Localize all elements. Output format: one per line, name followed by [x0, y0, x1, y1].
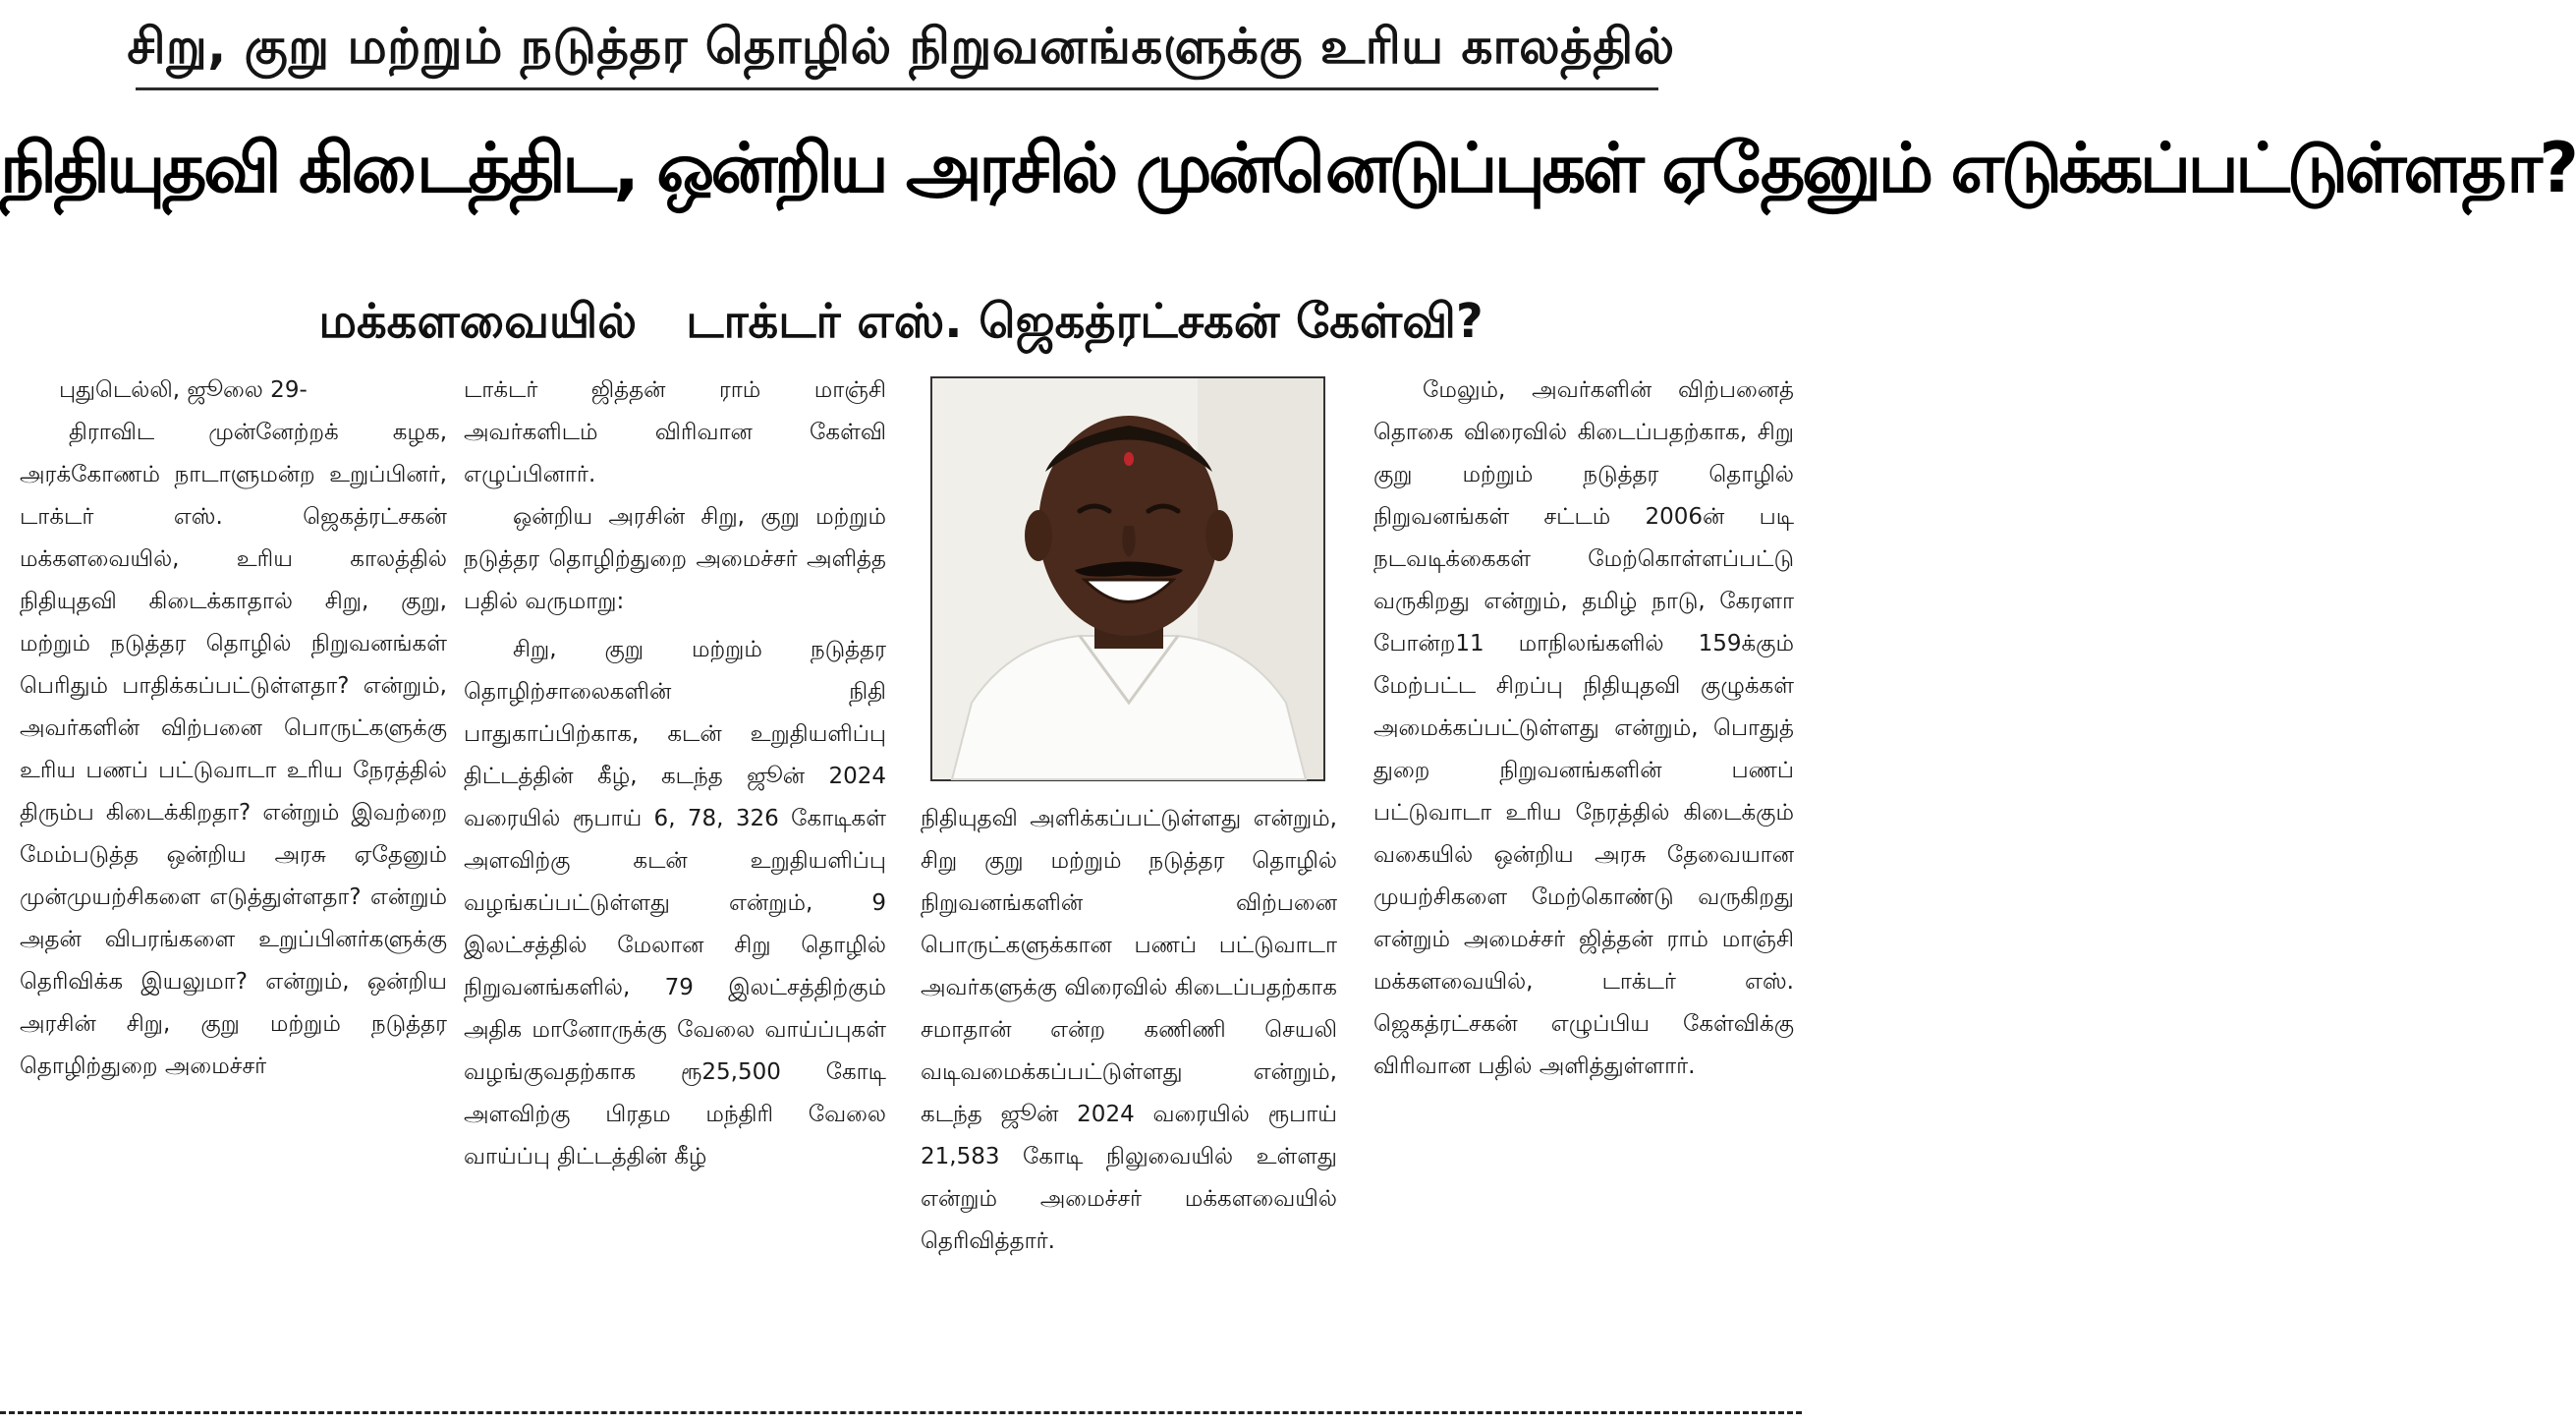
- kicker-rule: [136, 87, 1658, 90]
- portrait-illustration: [932, 378, 1323, 779]
- article-column-3: [921, 798, 1337, 1263]
- dateline: புதுடெல்லி, ஜூலை 29-: [59, 377, 308, 403]
- paragraph: டாக்டர் ஜித்தன் ராம் மாஞ்சி அவர்களிடம் விரிவான கேள்வி எழுப்பினார்.: [464, 377, 886, 487]
- paragraph: திராவிட முன்னேற்றக் கழக, அரக்கோணம் நாடாளுமன்ற உறுப்பினர், டாக்டர் எஸ். ஜெகத்ரட்சகன் மக்களவையில், உரிய காலத்தில் நிதியுதவி கிடைக்காதால் சிறு, குறு, மற்றும் நடுத்தர தொழில் நிறுவனங்கள் பெரிதும் பாதிக்கப்பட்டுள்ளதா? என்றும், அவர்களின் விற்பனை பொருட்களுக்கு உரிய பணப் பட்டுவாடா உரிய நேரத்தில் திரும்ப கிடைக்கிறதா? என்றும் இவற்றை மேம்படுத்த ஒன்றிய அரசு ஏதேனும் முன்முயற்சிகளை எடுத்துள்ளதா? என்றும் அதன் விபரங்களை உறுப்பினர்களுக்கு தெரிவிக்க இயலுமா? என்றும், ஒன்றிய அரசின் சிறு, குறு மற்றும் நடுத்தர தொழிற்துறை அமைச்சர்: [20, 420, 447, 1079]
- article-column-1: [20, 370, 447, 1088]
- portrait-photo: [930, 376, 1325, 781]
- kicker-headline: சிறு, குறு மற்றும் நடுத்தர தொழில் நிறுவனங்களுக்கு உரிய காலத்தில்: [127, 18, 1675, 75]
- main-headline: நிதியுதவி கிடைத்திட, ஒன்றிய அரசில் முன்னெடுப்புகள் ஏதேனும் எடுக்கப்பட்டுள்ளதா?: [0, 128, 2576, 208]
- bottom-dashed-rule: [0, 1411, 1802, 1414]
- paragraph: நிதியுதவி அளிக்கப்பட்டுள்ளது என்றும், சிறு குறு மற்றும் நடுத்தர தொழில் நிறுவனங்களின் விற்பனை பொருட்களுக்கான பணப் பட்டுவாடா அவர்களுக்கு விரைவில் கிடைப்பதற்காக சமாதான் என்ற கணிணி செயலி வடிவமைக்கப்பட்டுள்ளது என்றும், கடந்த ஜூன் 2024 வரையில் ரூபாய் 21,583 கோடி நிலுவையில் உள்ளது என்றும் அமைச்சர் மக்களவையில் தெரிவித்தார்.: [921, 806, 1337, 1254]
- article-column-2: [464, 370, 886, 1178]
- paragraph: சிறு, குறு மற்றும் நடுத்தர தொழிற்சாலைகளின் நிதி பாதுகாப்பிற்காக, கடன் உறுதியளிப்பு திட்டத்தின் கீழ், கடந்த ஜூன் 2024 வரையில் ரூபாய் 6, 78, 326 கோடிகள் அளவிற்கு கடன் உறுதியளிப்பு வழங்கப்பட்டுள்ளது என்றும், 9 இலட்சத்தில் மேலான சிறு தொழில் நிறுவனங்களில், 79 இலட்சத்திற்கும் அதிக மானோருக்கு வேலை வாய்ப்புகள் வழங்குவதற்காக ரூ25,500 கோடி அளவிற்கு பிரதம மந்திரி வேலை வாய்ப்பு திட்டத்தின் கீழ்: [464, 637, 886, 1169]
- subheadline: மக்களவையில் டாக்டர் எஸ். ஜெகத்ரட்சகன் கேள்வி?: [318, 294, 1484, 349]
- paragraph: மேலும், அவர்களின் விற்பனைத் தொகை விரைவில் கிடைப்பதற்காக, சிறு குறு மற்றும் நடுத்தர தொழில் நிறுவனங்கள் சட்டம் 2006ன் படி நடவடிக்கைகள் மேற்கொள்ளப்பட்டு வருகிறது என்றும், தமிழ் நாடு, கேரளா போன்ற11 மாநிலங்களில் 159க்கும் மேற்பட்ட சிறப்பு நிதியுதவி குழுக்கள் அமைக்கப்பட்டுள்ளது என்றும், பொதுத் துறை நிறுவனங்களின் பணப் பட்டுவாடா உரிய நேரத்தில் கிடைக்கும் வகையில் ஒன்றிய அரசு தேவையான முயற்சிகளை மேற்கொண்டு வருகிறது என்றும் அமைச்சர் ஜித்தன் ராம் மாஞ்சி மக்களவையில், டாக்டர் எஸ். ஜெகத்ரட்சகன் எழுப்பிய கேள்விக்கு விரிவான பதில் அளித்துள்ளார்.: [1373, 377, 1794, 1079]
- article-column-4: [1373, 370, 1794, 1088]
- paragraph: ஒன்றிய அரசின் சிறு, குறு மற்றும் நடுத்தர தொழிற்துறை அமைச்சர் அளித்த பதில் வருமாறு:: [464, 504, 886, 614]
